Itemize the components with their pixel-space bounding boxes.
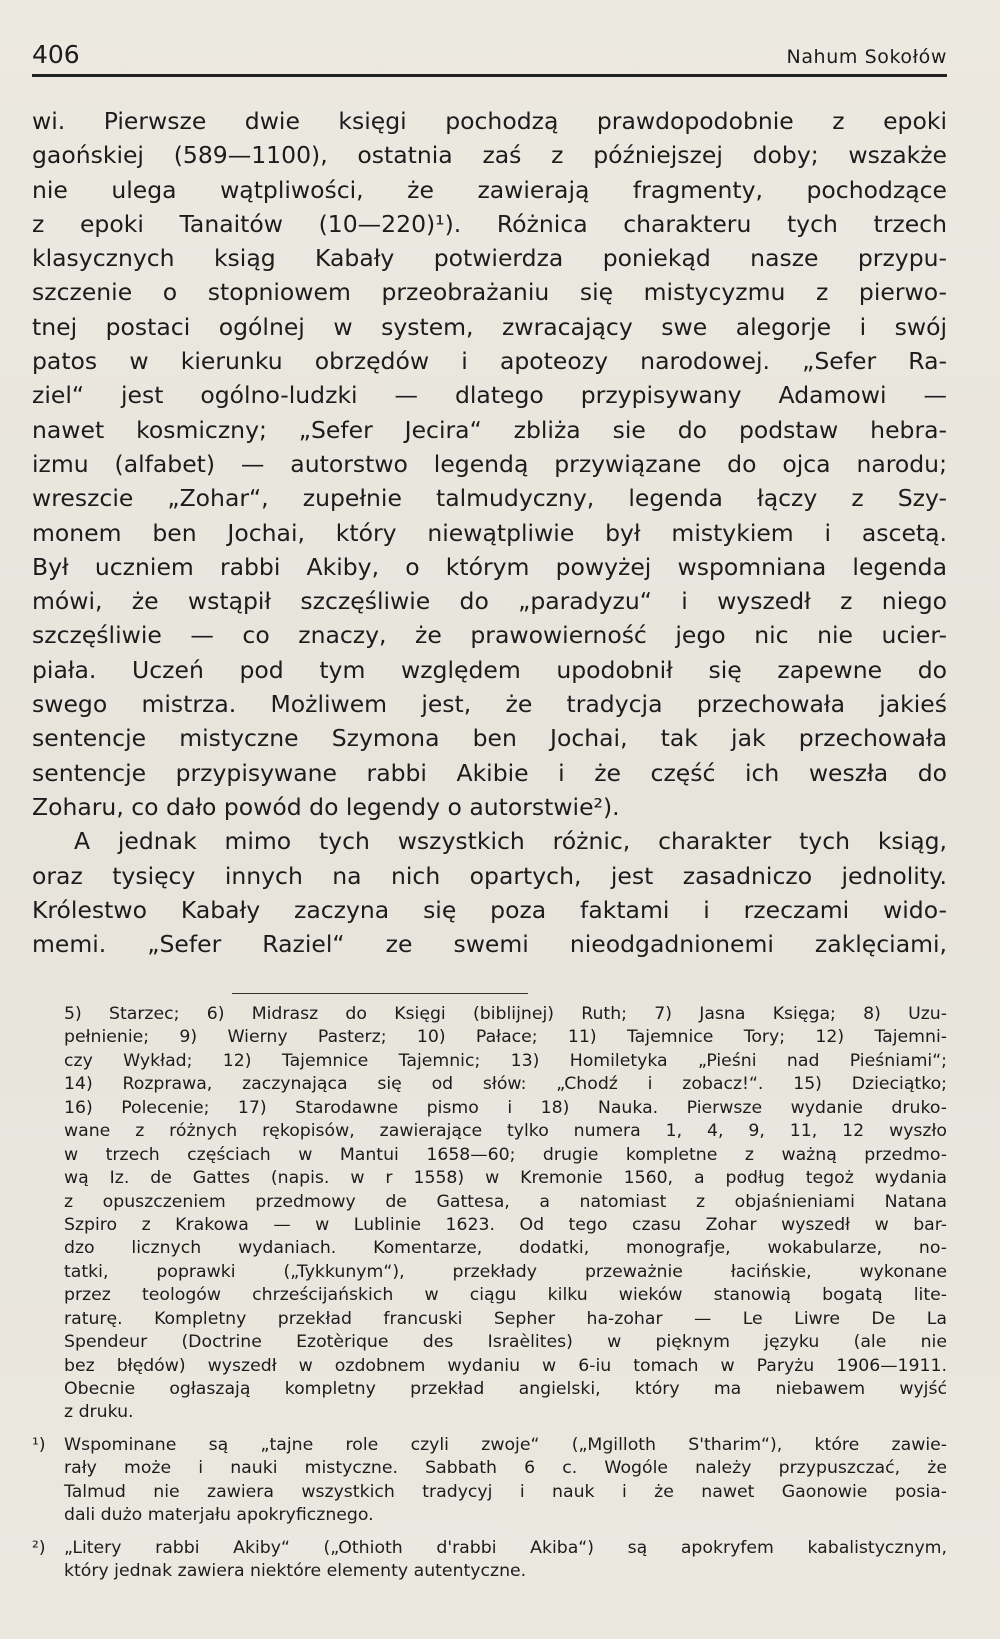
body-line: wreszcie „Zohar“, zupełnie talmudyczny, legenda łączy z Szy- — [32, 484, 947, 513]
body-line: ziel“ jest ogólno-ludzki — dlatego przypisywany Adamowi — — [32, 381, 947, 410]
footnote-line: przez teologów chrześcijańskich w ciągu kilku wieków stanowią bogatą lite- — [64, 1285, 947, 1306]
body-line: swego mistrza. Możliwem jest, że tradycja przechowała jakieś — [32, 690, 947, 719]
body-line: patos w kierunku obrzędów i apoteozy narodowej. „Sefer Ra- — [32, 347, 947, 376]
footnote-line: dzo licznych wydaniach. Komentarze, dodatki, monografje, wokabularze, no- — [64, 1238, 947, 1259]
footnotes — [32, 1003, 947, 1584]
body-line: nie ulega wątpliwości, że zawierają fragmenty, pochodzące — [32, 175, 947, 204]
footnote-marker: ²) — [32, 1537, 46, 1558]
footnote-line: który jednak zawiera niektóre elementy autentyczne. — [64, 1561, 527, 1582]
footnote-line: bez błędów) wyszedł w ozdobnem wydaniu w 6-iu tomach w Paryżu 1906—1911. — [64, 1355, 947, 1376]
footnote-line: Wspominane są „tajne role czyli zwoje“ („Mgilloth S'tharim“), które zawie- — [64, 1434, 947, 1455]
body-line: klasycznych ksiąg Kabały potwierdza poniekąd nasze przypu- — [32, 244, 947, 273]
body-line: z epoki Tanaitów (10—220)¹). Różnica charakteru tych trzech — [32, 209, 947, 238]
footnote-1 — [32, 1434, 947, 1528]
body-line: A jednak mimo tych wszystkich różnic, charakter tych ksiąg, — [74, 827, 947, 856]
body-line: nawet kosmiczny; „Sefer Jecira“ zbliża sie do podstaw hebra- — [32, 415, 947, 444]
page-header — [32, 40, 947, 69]
footnote-line: rały może i nauki mistyczne. Sabbath 6 c. Wogóle należy przypuszczać, że — [64, 1458, 947, 1479]
footnote-line: 14) Rozprawa, zaczynająca się od słów: „Chodź i zobacz!“. 15) Dzieciątko; — [64, 1074, 947, 1095]
footnote-line: wane z różnych rękopisów, zawierające tylko numera 1, 4, 9, 11, 12 wyszło — [64, 1121, 947, 1142]
footnote-continued — [32, 1003, 947, 1425]
footnote-separator — [232, 993, 528, 994]
body-line: wi. Pierwsze dwie księgi pochodzą prawdopodobnie z epoki — [32, 107, 947, 135]
body-line: sentencje przypisywane rabbi Akibie i że część ich weszła do — [32, 758, 947, 787]
footnote-line: 5) Starzec; 6) Midrasz do Księgi (biblijnej) Ruth; 7) Jasna Księga; 8) Uzu- — [64, 1004, 947, 1024]
body-line: Królestwo Kabały zaczyna się poza faktami i rzeczami wido- — [32, 895, 947, 924]
footnote-line: wą Iz. de Gattes (napis. w r 1558) w Kremonie 1560, a podług tegoż wydania — [64, 1168, 947, 1189]
footnote-line: z opuszczeniem przedmowy de Gattesa, a natomiast z objaśnieniami Natana — [64, 1191, 947, 1212]
footnote-line: pełnienie; 9) Wierny Pasterz; 10) Pałace; 11) Tajemnice Tory; 12) Tajemni- — [64, 1027, 947, 1048]
body-line: piała. Uczeń pod tym względem upodobnił się zapewne do — [32, 655, 947, 684]
footnote-line: Szpiro z Krakowa — w Lublinie 1623. Od tego czasu Zohar wyszedł w bar- — [64, 1214, 947, 1235]
body-line: tnej postaci ogólnej w system, zwracający swe alegorje i swój — [32, 312, 947, 341]
footnote-line: 16) Polecenie; 17) Starodawne pismo i 18) Nauka. Pierwsze wydanie druko- — [64, 1097, 947, 1118]
footnote-line: Obecnie ogłaszają kompletny przekład angielski, który ma niebawem wyjść — [64, 1379, 947, 1399]
body-text — [32, 104, 947, 961]
body-line: monem ben Jochai, który niewątpliwie był mistykiem i ascetą. — [32, 518, 947, 547]
footnote-line: dali dużo materjału apokryficznego. — [64, 1505, 374, 1526]
body-line: memi. „Sefer Raziel“ ze swemi nieodgadnionemi zaklęciami, — [32, 930, 947, 959]
footnote-line: w trzech częściach w Mantui 1658—60; drugie kompletne z ważną przedmo- — [64, 1144, 947, 1165]
body-line: izmu (alfabet) — autorstwo legendą przywiązane do ojca narodu; — [32, 449, 947, 478]
footnote-line: „Litery rabbi Akiby“ („Othioth d'rabbi Akiba“) są apokryfem kabalistycznym, — [64, 1537, 947, 1558]
footnote-2 — [32, 1537, 947, 1584]
footnote-line: czy Wykład; 12) Tajemnice Tajemnic; 13) Homiletyka „Pieśni nad Pieśniami“; — [64, 1050, 947, 1071]
page-number: 406 — [32, 40, 80, 69]
header-rule — [32, 74, 947, 77]
footnote-line: Spendeur (Doctrine Ezotèrique des Israèlites) w pięknym języku (ale nie — [64, 1332, 947, 1353]
footnote-line: Talmud nie zawiera wszystkich tradycyj i nauk i że nawet Gaonowie posia- — [64, 1481, 947, 1502]
body-line: gaońskiej (589—1100), ostatnia zaś z późniejszej doby; wszakże — [32, 141, 947, 170]
footnote-line: tatki, poprawki („Tykkunym“), przekłady przeważnie łacińskie, wykonane — [64, 1261, 947, 1282]
body-line: Był uczniem rabbi Akiby, o którym powyżej wspomniana legenda — [32, 552, 947, 581]
body-line: sentencje mistyczne Szymona ben Jochai, tak jak przechowała — [32, 724, 947, 753]
body-line: Zoharu, co dało powód do legendy o autorstwie²). — [32, 792, 620, 821]
body-line: oraz tysięcy innych na nich opartych, jest zasadniczo jednolity. — [32, 861, 947, 890]
body-line: mówi, że wstąpił szczęśliwie do „paradyzu“ i wyszedł z niego — [32, 587, 947, 616]
footnote-line: z druku. — [64, 1402, 134, 1423]
body-line: szczęśliwie — co znaczy, że prawowierność jego nic nie ucier- — [32, 621, 947, 650]
running-head: Nahum Sokołów — [786, 46, 947, 68]
footnote-marker: ¹) — [32, 1434, 46, 1455]
body-line: szczenie o stopniowem przeobrażaniu się mistycyzmu z pierwo- — [32, 278, 947, 307]
footnote-line: raturę. Kompletny przekład francuski Sepher ha-zohar — Le Liwre De La — [64, 1308, 947, 1329]
